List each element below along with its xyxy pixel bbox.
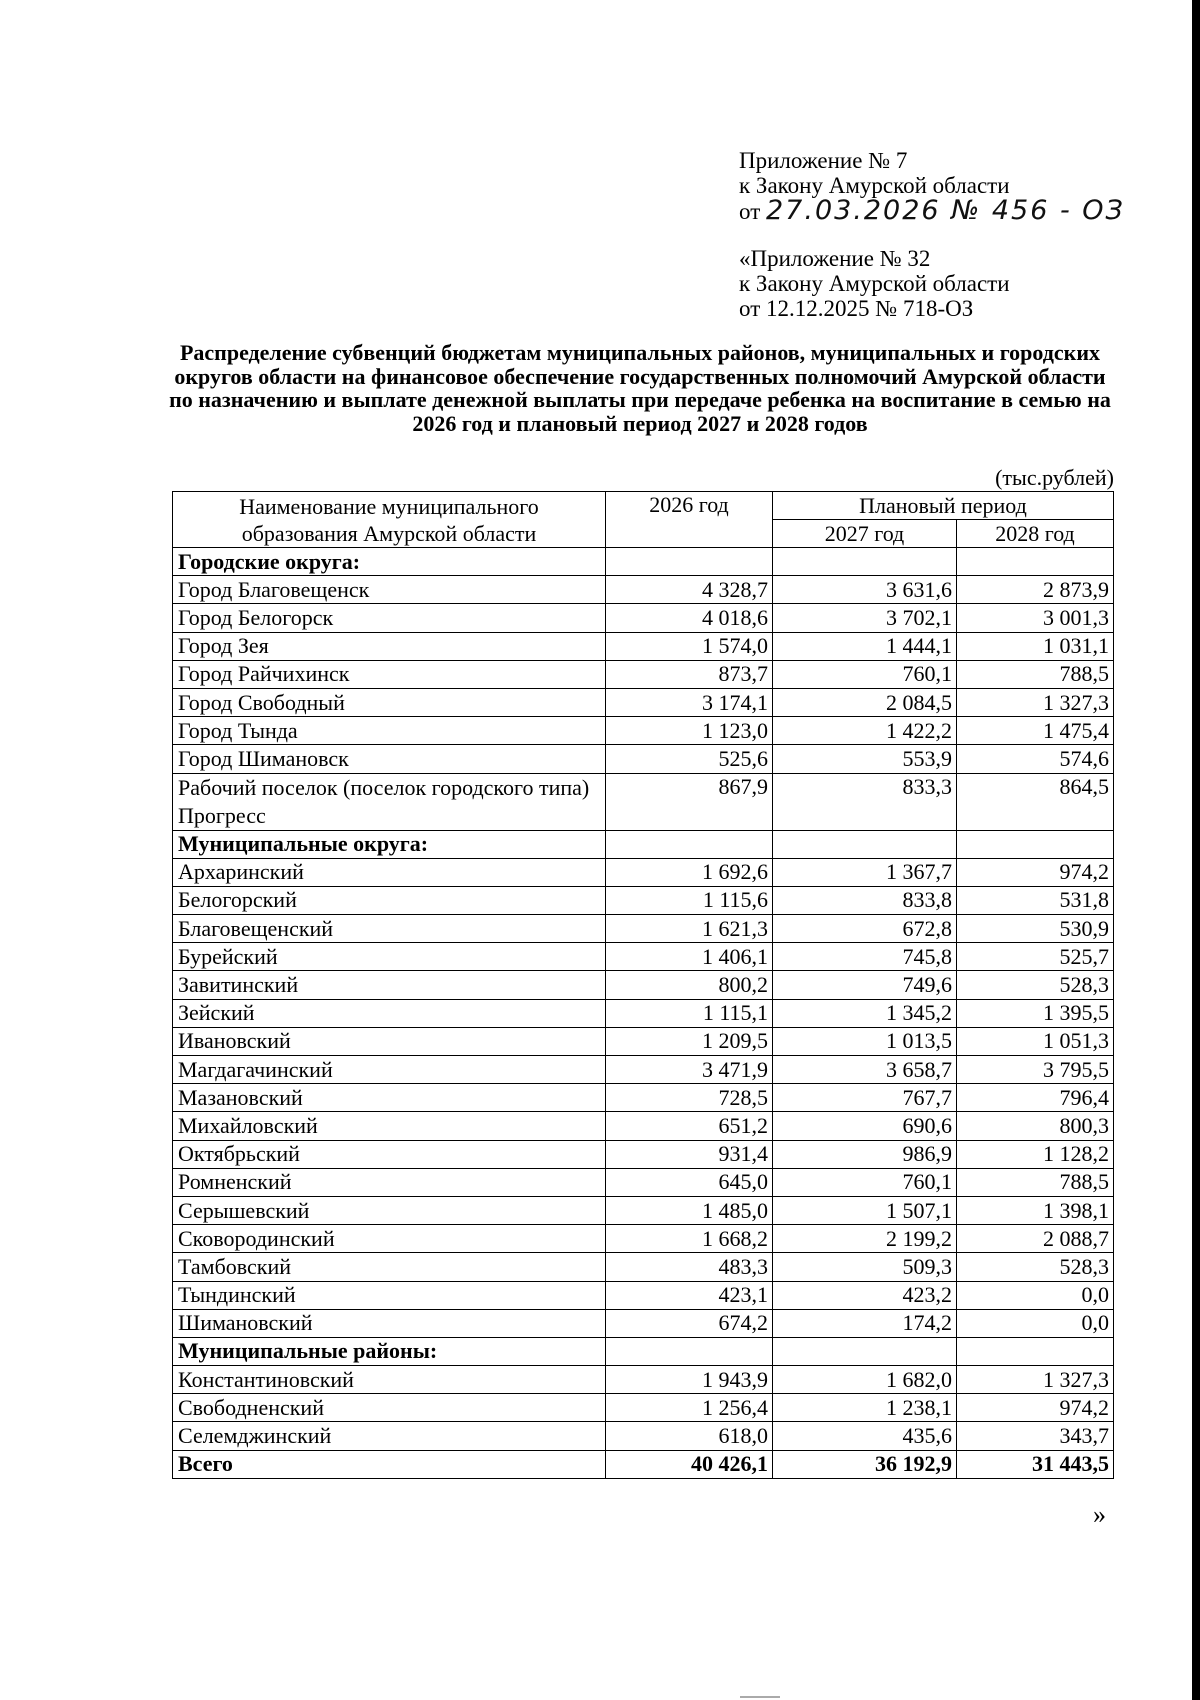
cell-2028 [957, 1337, 1114, 1365]
cell-2026: 873,7 [606, 660, 773, 688]
column-header-planned-period: Плановый период [773, 492, 1114, 520]
cell-2028: 0,0 [957, 1281, 1114, 1309]
cell-name: Селемджинский [173, 1422, 606, 1450]
handwritten-date-number: 27.03.2026 № 456 - ОЗ [766, 195, 1125, 226]
cell-name: Завитинский [173, 971, 606, 999]
cell-2027: 3 658,7 [773, 1056, 957, 1084]
cell-2026: 423,1 [606, 1281, 773, 1309]
cell-name: Шимановский [173, 1309, 606, 1337]
cell-name: Муниципальные районы: [173, 1337, 606, 1365]
reference-header [739, 246, 1010, 321]
cell-2028: 3 001,3 [957, 604, 1114, 632]
cell-2028: 3 795,5 [957, 1056, 1114, 1084]
table-row [173, 1225, 1114, 1253]
cell-name: Город Свободный [173, 688, 606, 716]
cell-2028: 0,0 [957, 1309, 1114, 1337]
cell-2026: 1 621,3 [606, 915, 773, 943]
cell-2027: 745,8 [773, 943, 957, 971]
appendix-header [739, 148, 1125, 224]
cell-2027: 174,2 [773, 1309, 957, 1337]
table-row [173, 1253, 1114, 1281]
cell-2027: 1 345,2 [773, 999, 957, 1027]
appendix-date-prefix: от [739, 199, 761, 224]
cell-name: Тындинский [173, 1281, 606, 1309]
cell-2026: 483,3 [606, 1253, 773, 1281]
cell-2026 [606, 830, 773, 858]
cell-2028: 343,7 [957, 1422, 1114, 1450]
cell-2026: 525,6 [606, 745, 773, 773]
cell-2026: 728,5 [606, 1084, 773, 1112]
table-row [173, 688, 1114, 716]
table-row [173, 576, 1114, 604]
cell-2028: 1 398,1 [957, 1196, 1114, 1224]
cell-2026: 674,2 [606, 1309, 773, 1337]
reference-date: от 12.12.2025 № 718-ОЗ [739, 296, 974, 321]
cell-2028: 525,7 [957, 943, 1114, 971]
table-row [173, 971, 1114, 999]
cell-2027: 672,8 [773, 915, 957, 943]
cell-name: Муниципальные округа: [173, 830, 606, 858]
cell-2027: 435,6 [773, 1422, 957, 1450]
document-title: Распределение субвенций бюджетам муниципальных районов, муниципальных и городских округов области на финансовое обеспечение государственных полномочий Амурской области по назначению и выплате денежной выплаты при передаче ребенка на воспитание в семью на 2026 год и плановый период 2027 и 2028 годов [169, 340, 1111, 436]
cell-2028: 796,4 [957, 1084, 1114, 1112]
table-row [173, 1084, 1114, 1112]
table-row [173, 1422, 1114, 1450]
cell-name: Городские округа: [173, 548, 606, 576]
cell-2027: 423,2 [773, 1281, 957, 1309]
table-row [173, 1112, 1114, 1140]
cell-2026 [606, 1337, 773, 1365]
cell-name: Мазановский [173, 1084, 606, 1112]
cell-2028: 800,3 [957, 1112, 1114, 1140]
cell-2028: 1 327,3 [957, 688, 1114, 716]
cell-2028: 974,2 [957, 858, 1114, 886]
cell-2028: 2 088,7 [957, 1225, 1114, 1253]
cell-2028: 864,5 [957, 773, 1114, 830]
cell-name: Бурейский [173, 943, 606, 971]
cell-2028: 1 051,3 [957, 1027, 1114, 1055]
cell-2026: 1 209,5 [606, 1027, 773, 1055]
subvention-table [172, 491, 1114, 1479]
cell-2026: 645,0 [606, 1168, 773, 1196]
column-header-2026: 2026 год [606, 492, 773, 548]
table-row [173, 773, 1114, 830]
table-row [173, 1281, 1114, 1309]
table-row [173, 660, 1114, 688]
cell-name: Город Тында [173, 717, 606, 745]
cell-2027: 760,1 [773, 1168, 957, 1196]
cell-2027: 1 238,1 [773, 1394, 957, 1422]
cell-name: Сковородинский [173, 1225, 606, 1253]
cell-2027: 833,3 [773, 773, 957, 830]
cell-2028: 31 443,5 [957, 1450, 1114, 1478]
cell-2026: 1 485,0 [606, 1196, 773, 1224]
cell-name: Город Шимановск [173, 745, 606, 773]
cell-2028: 530,9 [957, 915, 1114, 943]
cell-2027: 690,6 [773, 1112, 957, 1140]
cell-2026: 1 123,0 [606, 717, 773, 745]
cell-2026: 3 471,9 [606, 1056, 773, 1084]
cell-2026: 800,2 [606, 971, 773, 999]
cell-name: Михайловский [173, 1112, 606, 1140]
table-row [173, 1196, 1114, 1224]
table-body [173, 548, 1114, 1479]
table-row [173, 943, 1114, 971]
cell-2027: 509,3 [773, 1253, 957, 1281]
cell-name: Константиновский [173, 1366, 606, 1394]
cell-2028: 528,3 [957, 971, 1114, 999]
cell-name: Благовещенский [173, 915, 606, 943]
closing-quote: » [1093, 1500, 1106, 1529]
cell-2027: 767,7 [773, 1084, 957, 1112]
cell-2026: 651,2 [606, 1112, 773, 1140]
table-row [173, 1394, 1114, 1422]
table-row [173, 1168, 1114, 1196]
unit-label: (тыс.рублей) [995, 465, 1114, 490]
cell-2027: 2 199,2 [773, 1225, 957, 1253]
cell-2027: 1 682,0 [773, 1366, 957, 1394]
cell-name: Рабочий поселок (поселок городского типа) Прогресс [173, 773, 606, 830]
cell-2027: 3 702,1 [773, 604, 957, 632]
cell-2028: 788,5 [957, 1168, 1114, 1196]
table-row [173, 1027, 1114, 1055]
table-row [173, 1056, 1114, 1084]
table-row [173, 999, 1114, 1027]
appendix-date-line [739, 195, 1125, 226]
appendix-number: Приложение № 7 [739, 148, 908, 173]
column-header-2027: 2027 год [773, 520, 957, 548]
cell-2026: 4 018,6 [606, 604, 773, 632]
cell-2028: 1 475,4 [957, 717, 1114, 745]
cell-name: Город Благовещенск [173, 576, 606, 604]
column-header-2028: 2028 год [957, 520, 1114, 548]
cell-2027: 1 422,2 [773, 717, 957, 745]
cell-2028 [957, 830, 1114, 858]
cell-2027: 760,1 [773, 660, 957, 688]
cell-name: Город Райчихинск [173, 660, 606, 688]
cell-2027: 36 192,9 [773, 1450, 957, 1478]
cell-2027: 1 507,1 [773, 1196, 957, 1224]
cell-2026 [606, 548, 773, 576]
cell-name: Город Белогорск [173, 604, 606, 632]
scan-edge-border [1192, 0, 1200, 1700]
cell-2028: 788,5 [957, 660, 1114, 688]
appendix-law: к Закону Амурской области [739, 173, 1010, 198]
table-row [173, 858, 1114, 886]
table-row [173, 1140, 1114, 1168]
cell-name: Всего [173, 1450, 606, 1478]
cell-2028: 1 395,5 [957, 999, 1114, 1027]
cell-2028 [957, 548, 1114, 576]
cell-2026: 40 426,1 [606, 1450, 773, 1478]
column-header-name-line2: образования Амурской области [241, 520, 537, 546]
cell-2026: 1 692,6 [606, 858, 773, 886]
section-row [173, 1337, 1114, 1365]
cell-2027: 1 367,7 [773, 858, 957, 886]
scan-artifact [740, 1696, 780, 1698]
column-header-name [173, 492, 606, 548]
table-header [173, 492, 1114, 548]
cell-2028: 2 873,9 [957, 576, 1114, 604]
cell-2028: 1 128,2 [957, 1140, 1114, 1168]
cell-2026: 3 174,1 [606, 688, 773, 716]
table-row [173, 886, 1114, 914]
section-row [173, 830, 1114, 858]
cell-2026: 867,9 [606, 773, 773, 830]
cell-2028: 1 031,1 [957, 632, 1114, 660]
cell-name: Магдагачинский [173, 1056, 606, 1084]
cell-name: Город Зея [173, 632, 606, 660]
section-row [173, 548, 1114, 576]
cell-2027 [773, 1337, 957, 1365]
cell-name: Архаринский [173, 858, 606, 886]
cell-2027 [773, 830, 957, 858]
cell-name: Октябрьский [173, 1140, 606, 1168]
table-row [173, 632, 1114, 660]
reference-number: «Приложение № 32 [739, 246, 931, 271]
cell-2026: 618,0 [606, 1422, 773, 1450]
cell-name: Свободненский [173, 1394, 606, 1422]
cell-name: Ивановский [173, 1027, 606, 1055]
cell-2027: 3 631,6 [773, 576, 957, 604]
table-row [173, 1366, 1114, 1394]
cell-2028: 531,8 [957, 886, 1114, 914]
cell-2028: 574,6 [957, 745, 1114, 773]
cell-name: Белогорский [173, 886, 606, 914]
cell-2027: 553,9 [773, 745, 957, 773]
cell-2026: 4 328,7 [606, 576, 773, 604]
cell-2026: 1 256,4 [606, 1394, 773, 1422]
total-row [173, 1450, 1114, 1478]
cell-2027 [773, 548, 957, 576]
table-row [173, 1309, 1114, 1337]
cell-2027: 986,9 [773, 1140, 957, 1168]
table-row [173, 915, 1114, 943]
cell-name: Ромненский [173, 1168, 606, 1196]
cell-2026: 1 406,1 [606, 943, 773, 971]
cell-2026: 1 115,1 [606, 999, 773, 1027]
cell-2027: 1 444,1 [773, 632, 957, 660]
cell-2026: 1 668,2 [606, 1225, 773, 1253]
cell-2027: 2 084,5 [773, 688, 957, 716]
cell-2027: 1 013,5 [773, 1027, 957, 1055]
table-row [173, 717, 1114, 745]
cell-name: Зейский [173, 999, 606, 1027]
table-row [173, 745, 1114, 773]
cell-2028: 528,3 [957, 1253, 1114, 1281]
cell-2028: 974,2 [957, 1394, 1114, 1422]
reference-law: к Закону Амурской области [739, 271, 1010, 296]
column-header-name-line1: Наименование муниципального [239, 493, 539, 519]
cell-2026: 1 943,9 [606, 1366, 773, 1394]
cell-name: Серышевский [173, 1196, 606, 1224]
cell-2026: 1 574,0 [606, 632, 773, 660]
cell-2027: 833,8 [773, 886, 957, 914]
table-row [173, 604, 1114, 632]
cell-name: Тамбовский [173, 1253, 606, 1281]
cell-2027: 749,6 [773, 971, 957, 999]
cell-2026: 1 115,6 [606, 886, 773, 914]
cell-2028: 1 327,3 [957, 1366, 1114, 1394]
cell-2026: 931,4 [606, 1140, 773, 1168]
